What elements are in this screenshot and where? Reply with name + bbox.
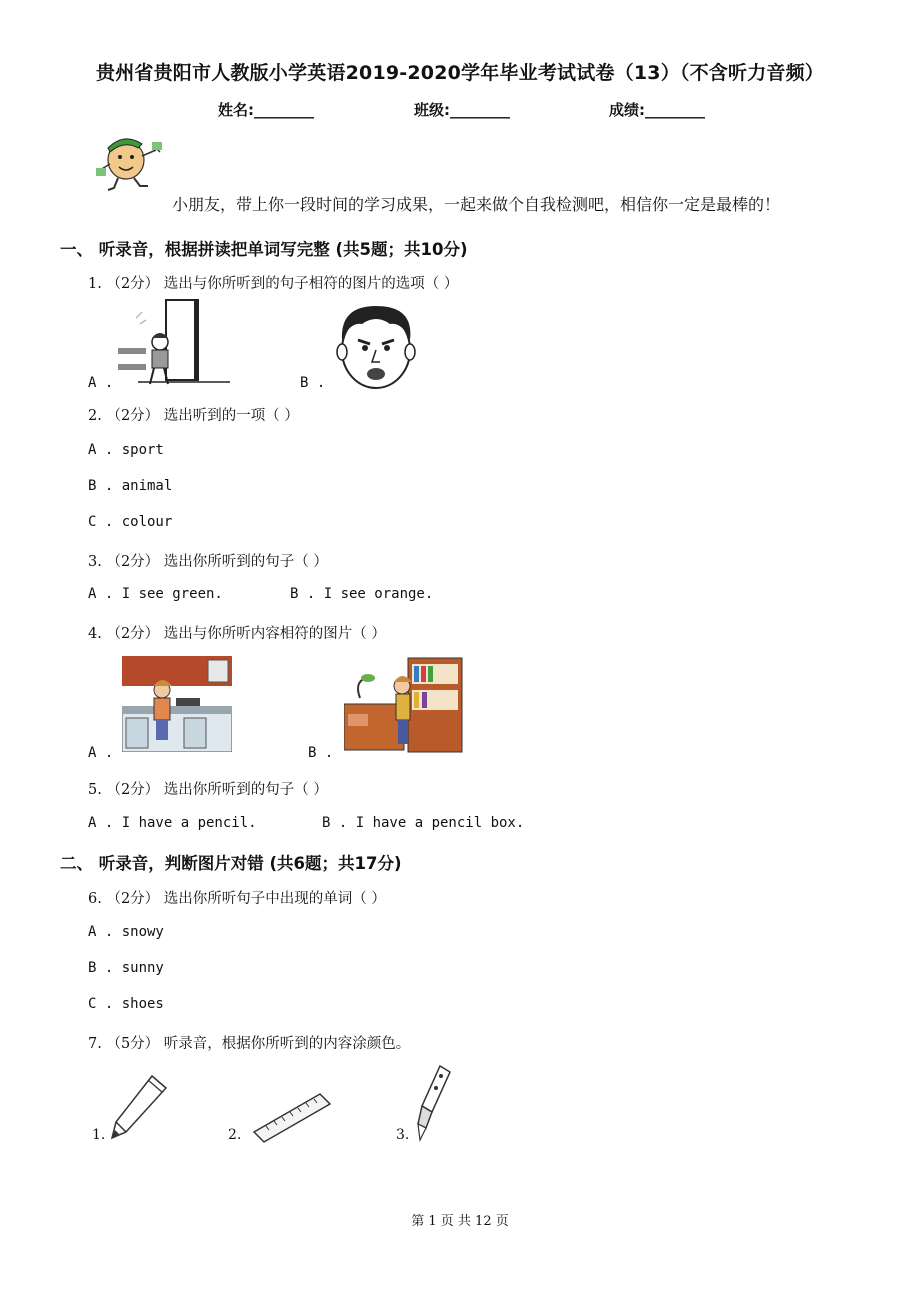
q1-option-b[interactable]: B .	[300, 375, 326, 391]
ruler-drawing	[250, 1090, 334, 1146]
pencil-drawing	[108, 1072, 170, 1142]
q4-option-a[interactable]: A .	[88, 745, 114, 761]
q7-item-2-label: 2.	[228, 1127, 242, 1143]
q5-option-a[interactable]: A . I have a pencil.	[88, 815, 257, 831]
page-footer: 第 1 页 共 12 页	[411, 1214, 509, 1229]
intro-text: 小朋友，带上你一段时间的学习成果，一起来做个自我检测吧，相信你一定是最棒的！	[172, 195, 781, 214]
q2-option-b[interactable]: B . animal	[88, 478, 173, 494]
page-title: 贵州省贵阳市人教版小学英语2019-2020学年毕业考试试卷（13）（不含听力音频）	[96, 62, 824, 84]
class-field: 班级:________	[414, 101, 510, 119]
q7-item-3-label: 3.	[396, 1127, 410, 1143]
study-room-image	[344, 656, 464, 754]
q2-option-a[interactable]: A . sport	[88, 442, 164, 458]
boy-door-image	[118, 298, 230, 388]
question-3: 3. （2分） 选出你所听到的句子（ ）	[88, 554, 328, 570]
score-field: 成绩:________	[609, 101, 705, 119]
question-1: 1. （2分） 选出与你所听到的句子相符的图片的选项（ ）	[88, 276, 459, 292]
question-6: 6. （2分） 选出你所听句子中出现的单词（ ）	[88, 891, 386, 907]
question-4: 4. （2分） 选出与你所听内容相符的图片（ ）	[88, 626, 386, 642]
q7-item-1-label: 1.	[92, 1127, 106, 1143]
q4-option-b[interactable]: B .	[308, 745, 334, 761]
angry-face-image	[330, 300, 422, 392]
q3-option-b[interactable]: B . I see orange.	[290, 586, 434, 602]
pen-drawing	[412, 1062, 456, 1146]
q3-option-a[interactable]: A . I see green.	[88, 586, 223, 602]
q6-option-c[interactable]: C . shoes	[88, 996, 164, 1012]
question-2: 2. （2分） 选出听到的一项（ ）	[88, 408, 299, 424]
q1-option-a[interactable]: A .	[88, 375, 114, 391]
q5-option-b[interactable]: B . I have a pencil box.	[322, 815, 525, 831]
kitchen-image	[122, 656, 232, 752]
question-7: 7. （5分） 听录音，根据你所听到的内容涂颜色。	[88, 1036, 411, 1052]
q2-option-c[interactable]: C . colour	[88, 514, 173, 530]
q6-option-b[interactable]: B . sunny	[88, 960, 164, 976]
section-1-title: 一、 听录音，根据拼读把单词写完整 (共5题；共10分)	[60, 240, 468, 259]
mascot-illustration	[94, 130, 168, 194]
question-5: 5. （2分） 选出你所听到的句子（ ）	[88, 782, 328, 798]
name-field: 姓名:________	[218, 101, 314, 119]
q6-option-a[interactable]: A . snowy	[88, 924, 164, 940]
section-2-title: 二、 听录音，判断图片对错 (共6题；共17分)	[60, 854, 402, 873]
